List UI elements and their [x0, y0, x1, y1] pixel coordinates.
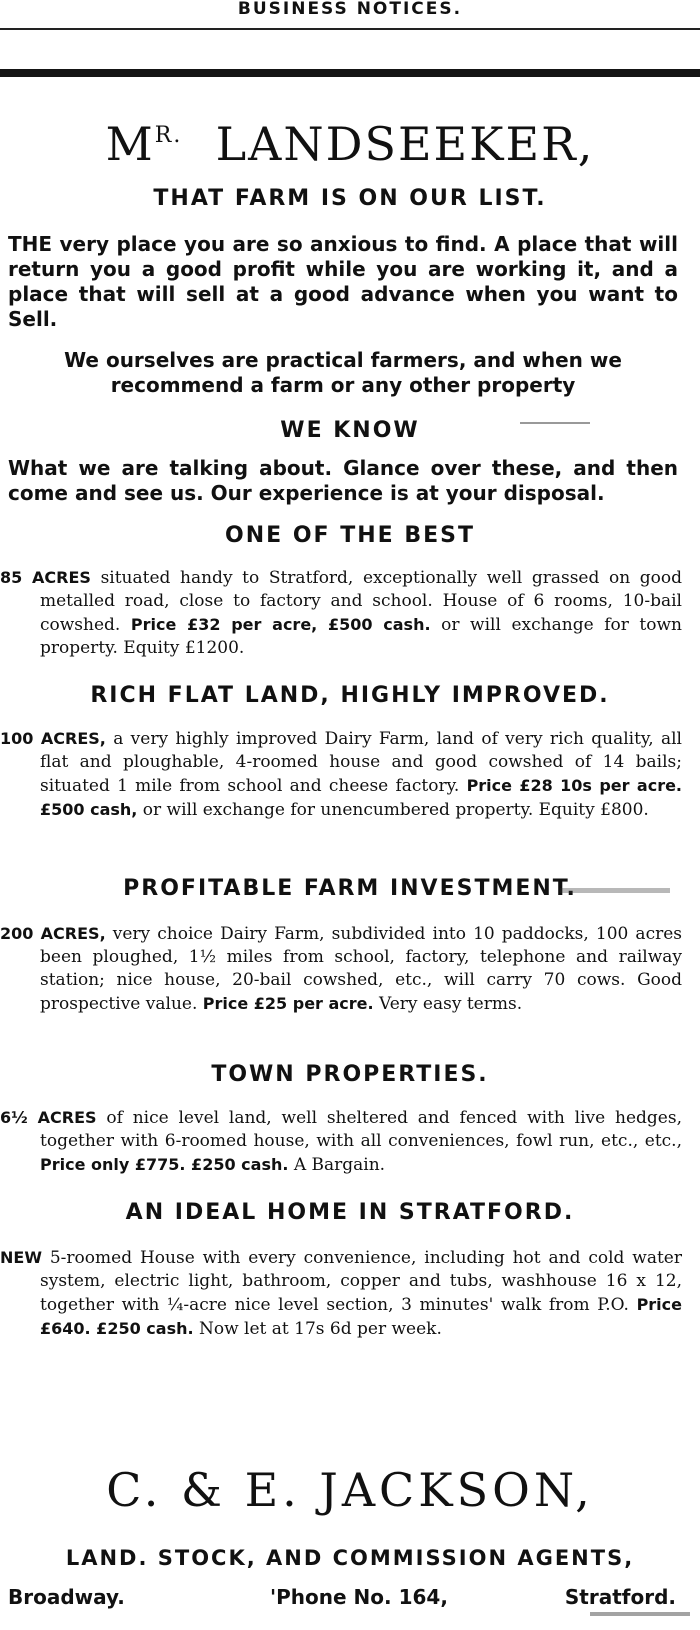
- print-speck: [590, 1612, 690, 1616]
- listing-price: Price only £775. £250 cash.: [40, 1155, 289, 1174]
- title-prefix: M: [105, 117, 155, 171]
- listing-item: [0, 1106, 682, 1177]
- listing-lead: NEW: [0, 1248, 42, 1267]
- header-rule: [0, 28, 700, 30]
- listing-lead: 6½ ACRES: [0, 1108, 97, 1127]
- title-superscript: R.: [154, 123, 183, 148]
- listing-item: [0, 922, 682, 1016]
- listing-lead: 100 ACRES,: [0, 729, 106, 748]
- listing-item: [0, 1246, 682, 1341]
- listing-text: a very highly improved Dairy Farm, land of very rich quality, all flat and ploughable, 4-roomed house and good cowshed of 14 bails; situated 1 mile from school and cheese factory.: [40, 729, 682, 796]
- listing-price: Price £25 per acre.: [202, 994, 374, 1013]
- firm-contact-row: [8, 1583, 676, 1613]
- firm-name: C. & E. JACKSON,: [106, 1463, 594, 1517]
- listing-heading: ONE OF THE BEST: [225, 523, 475, 548]
- title-main: LANDSEEKER,: [215, 117, 595, 171]
- listing-lead: 200 ACRES,: [0, 924, 106, 943]
- listing-text: 5-roomed House with every convenience, including hot and cold water system, electric light, bathroom, copper and tubs, washhouse 16 x 12, together with ¼-acre nice level section, 3 minutes' walk from P.O.: [40, 1248, 682, 1315]
- listing-text: or will exchange for town property. Equity £1200.: [40, 615, 682, 658]
- firm-street: Broadway.: [8, 1585, 125, 1609]
- advert-subtitle: THAT FARM IS ON OUR LIST.: [153, 186, 547, 211]
- listing-text: Now let at 17s 6d per week.: [193, 1319, 442, 1339]
- listing-text: or will exchange for unencumbered property. Equity £800.: [137, 800, 649, 820]
- firm-town: Stratford.: [564, 1585, 676, 1609]
- practical-paragraph: We ourselves are practical farmers, and when we recommend a farm or any other property: [64, 348, 622, 397]
- listing-price: Price £640. £250 cash.: [40, 1295, 682, 1338]
- firm-phone: 'Phone No. 164,: [270, 1585, 448, 1609]
- glance-paragraph: What we are talking about. Glance over these, and then come and see us. Our experience is at your disposal.: [8, 456, 678, 505]
- listing-heading: RICH FLAT LAND, HIGHLY IMPROVED.: [90, 683, 610, 708]
- listing-text: Very easy terms.: [373, 994, 523, 1014]
- listing-text: very choice Dairy Farm, subdivided into 10 paddocks, 100 acres been ploughed, 1½ miles from school, factory, telephone and railway station; nice house, 20-bail cowshed, etc., will carry 70 cows. Good prospective value.: [40, 924, 682, 1014]
- listing-item: [0, 727, 682, 822]
- advert-title: [0, 108, 700, 172]
- listing-text: situated handy to Stratford, exceptionally well grassed on good metalled road, close to factory and school. House of 6 rooms, 10-bail cowshed.: [40, 568, 683, 635]
- section-header: BUSINESS NOTICES.: [237, 0, 463, 19]
- listing-price: Price £28 10s per acre. £500 cash,: [40, 776, 683, 819]
- listing-item: [0, 566, 682, 660]
- print-speck: [520, 422, 590, 424]
- intro-paragraph: THE very place you are so anxious to find. A place that will return you a good profit while you are working it, and a place that will sell at a good advance when you want to Sell.: [8, 232, 678, 331]
- listing-text: of nice level land, well sheltered and fenced with live hedges, together with 6-roomed house, with all conveniences, fowl run, etc., etc.,: [40, 1108, 682, 1151]
- listing-heading: AN IDEAL HOME IN STRATFORD.: [125, 1200, 575, 1225]
- advert-border-rule: [0, 69, 700, 77]
- listing-price: Price £32 per acre, £500 cash.: [130, 615, 431, 634]
- firm-tagline: LAND. STOCK, AND COMMISSION AGENTS,: [65, 1546, 635, 1570]
- listing-lead: 85 ACRES: [0, 568, 91, 587]
- listing-heading: PROFITABLE FARM INVESTMENT.: [123, 876, 577, 901]
- listing-heading: TOWN PROPERTIES.: [211, 1062, 489, 1087]
- print-speck: [560, 888, 670, 893]
- listing-text: A Bargain.: [288, 1155, 386, 1175]
- we-know-heading: WE KNOW: [280, 418, 420, 443]
